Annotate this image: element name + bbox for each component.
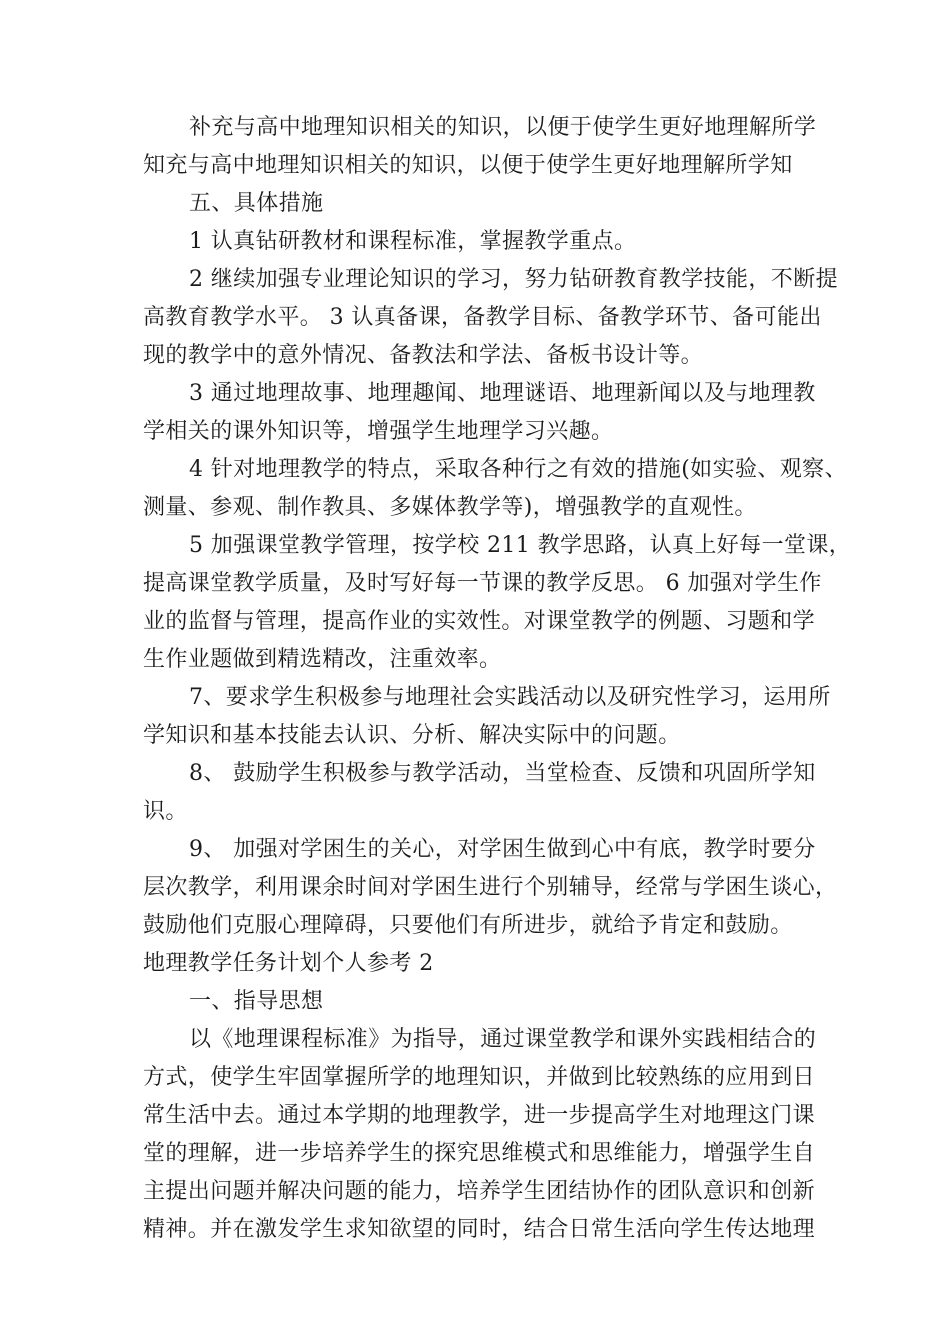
text-line: 高教育教学水平。 3 认真备课，备教学目标、备教学环节、备可能出	[143, 305, 822, 330]
text-line: 方式，使学生牢固掌握所学的地理知识，并做到比较熟练的应用到日	[143, 1065, 816, 1090]
text-line: 鼓励他们克服心理障碍，只要他们有所进步，就给予肯定和鼓励。	[143, 913, 793, 938]
text-line: 补充与高中地理知识相关的知识，以便于使学生更好地理解所学	[189, 115, 817, 140]
text-line: 8、 鼓励学生积极参与教学活动，当堂检查、反馈和巩固所学知	[189, 761, 816, 786]
text-line: 常生活中去。通过本学期的地理教学，进一步提高学生对地理这门课	[143, 1103, 816, 1128]
section-heading: 五、具体措施	[189, 191, 324, 216]
text-line: 测量、参观、制作教具、多媒体教学等)，增强教学的直观性。	[143, 495, 757, 520]
text-line: 2 继续加强专业理论知识的学习，努力钻研教育教学技能，不断提	[189, 267, 838, 292]
text-line: 4 针对地理教学的特点，采取各种行之有效的措施(如实验、观察、	[189, 457, 847, 482]
text-line: 5 加强课堂教学管理，按学校 211 教学思路，认真上好每一堂课，	[189, 533, 852, 558]
text-line: 现的教学中的意外情况、备教法和学法、备板书设计等。	[143, 343, 704, 368]
text-line: 生作业题做到精选精改，注重效率。	[143, 647, 502, 672]
text-line: 识。	[143, 799, 188, 824]
text-line: 学知识和基本技能去认识、分析、解决实际中的问题。	[143, 723, 681, 748]
text-line: 学相关的课外知识等，增强学生地理学习兴趣。	[143, 419, 614, 444]
text-line: 3 通过地理故事、地理趣闻、地理谜语、地理新闻以及与地理教	[189, 381, 816, 406]
text-line: 精神。并在激发学生求知欲望的同时，结合日常生活向学生传达地理	[143, 1217, 816, 1242]
text-line: 以《地理课程标准》为指导，通过课堂教学和课外实践相结合的	[189, 1027, 817, 1052]
document-body	[143, 109, 852, 1249]
text-line: 7、要求学生积极参与地理社会实践活动以及研究性学习，运用所	[189, 685, 831, 710]
text-line: 提高课堂教学质量，及时写好每一节课的教学反思。 6 加强对学生作	[143, 571, 822, 596]
section-heading: 一、指导思想	[189, 989, 324, 1014]
text-line: 知充与高中地理知识相关的知识，以便于使学生更好地理解所学知	[143, 153, 793, 178]
text-line: 1 认真钻研教材和课程标准，掌握教学重点。	[189, 229, 637, 254]
text-line: 主提出问题并解决问题的能力，培养学生团结协作的团队意识和创新	[143, 1179, 816, 1204]
text-line: 堂的理解，进一步培养学生的探究思维模式和思维能力，增强学生自	[143, 1141, 816, 1166]
text-line: 9、 加强对学困生的关心，对学困生做到心中有底，教学时要分	[189, 837, 816, 862]
text-line: 业的监督与管理，提高作业的实效性。对课堂教学的例题、习题和学	[143, 609, 816, 634]
document-title: 地理教学任务计划个人参考 2	[143, 951, 434, 976]
text-line: 层次教学，利用课余时间对学困生进行个别辅导，经常与学困生谈心，	[143, 875, 838, 900]
